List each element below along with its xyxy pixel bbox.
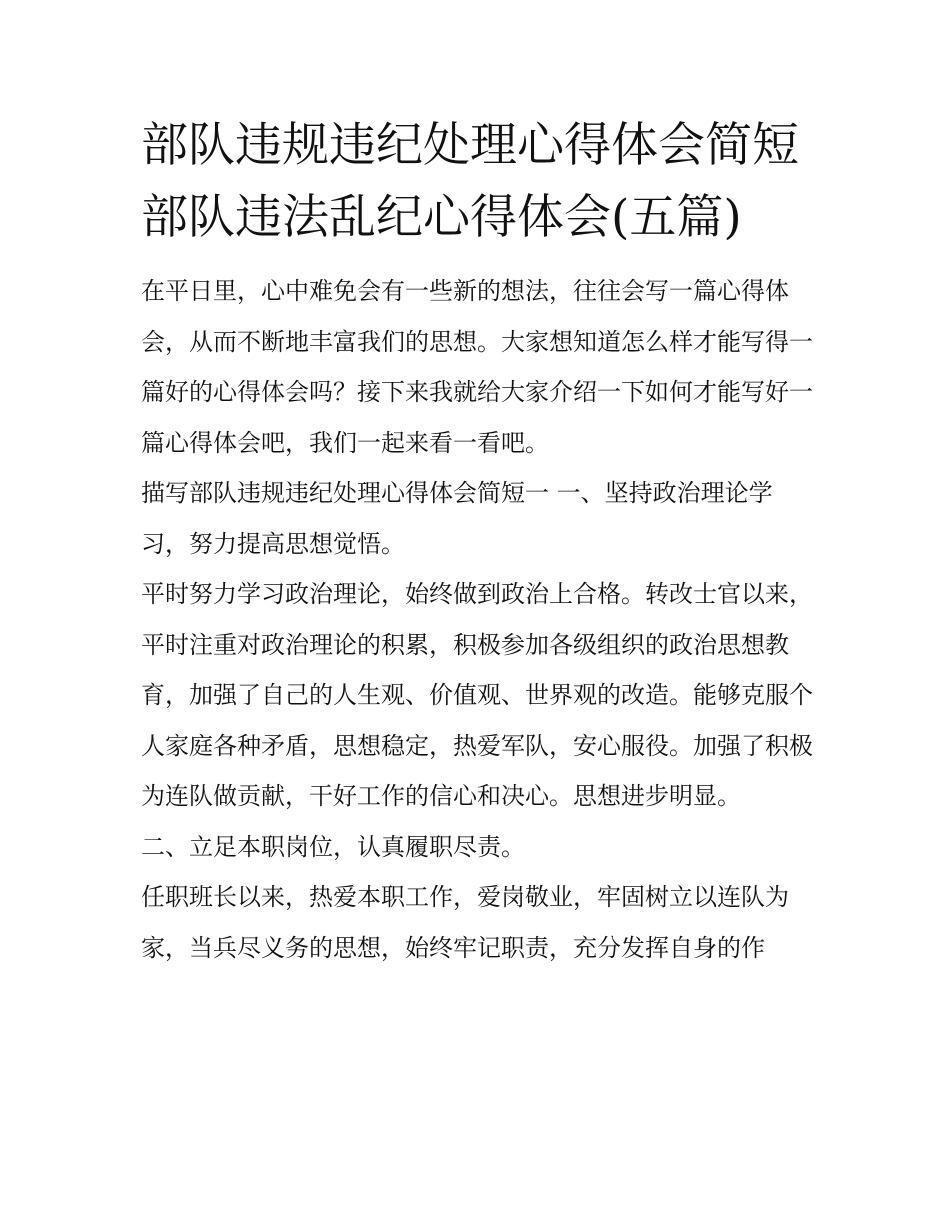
paragraph-duty: 任职班长以来，热爱本职工作，爱岗敬业，牢固树立以连队为家，当兵尽义务的思想，始终牢记职责，充分发挥自身的作 bbox=[141, 883, 789, 962]
paragraph-section-heading-1: 描写部队违规违纪处理心得体会简短一 一、坚持政治理论学习，努力提高思想觉悟。 bbox=[141, 479, 773, 558]
document-content bbox=[141, 110, 813, 973]
document-body bbox=[141, 266, 813, 973]
document-title: 部队违规违纪处理心得体会简短 部队违法乱纪心得体会(五篇) bbox=[141, 118, 799, 245]
paragraph-political-study: 平时努力学习政治理论，始终做到政治上合格。转改士官以来，平时注重对政治理论的积累，积极参加各级组织的政治思想教育，加强了自己的人生观、价值观、世界观的改造。能够克服个人家庭各种矛盾，思想稳定，热爱军队，安心服役。加强了积极为连队做贡献，干好工作的信心和决心。思想进步明显。 bbox=[141, 580, 813, 810]
paragraph-section-heading-2: 二、立足本职岗位，认真履职尽责。 bbox=[141, 832, 525, 861]
paragraph-intro: 在平日里，心中难免会有一些新的想法，往往会写一篇心得体会，从而不断地丰富我们的思想。大家想知道怎么样才能写得一篇好的心得体会吗？接下来我就给大家介绍一下如何才能写好一篇心得体会吧，我们一起来看一看吧。 bbox=[141, 277, 813, 457]
